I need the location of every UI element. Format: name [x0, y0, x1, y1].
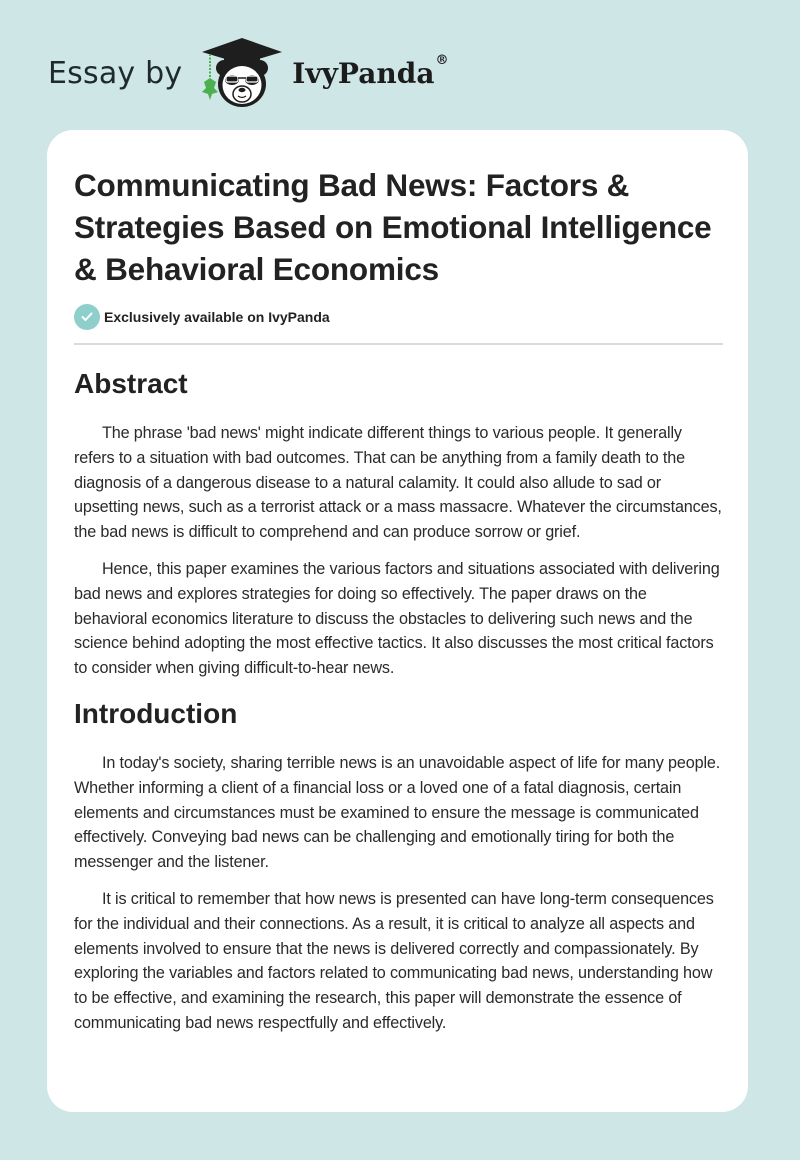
brand-name-text: IvyPanda — [292, 56, 435, 90]
essay-by-label: Essay by — [48, 55, 183, 91]
section-introduction — [74, 697, 722, 1036]
exclusive-badge — [74, 304, 722, 330]
panda-graduate-logo-icon[interactable] — [198, 36, 286, 110]
section-heading-abstract: Abstract — [74, 368, 188, 399]
check-circle-icon — [74, 304, 100, 330]
site-header — [48, 36, 448, 110]
title-divider — [74, 343, 723, 345]
registered-mark: ® — [435, 52, 449, 68]
introduction-paragraph-2: It is critical to remember that how news is presented can have long-term consequences for the individual and their connections. As a result, it is critical to analyze all aspects and elements involved to ensure that the news is delivered correctly and compassionately. By exploring the variables and factors related to communicating bad news, understanding how to be effective, and examining the research, this paper will demonstrate the essence of communicating bad news respectfully and effectively. — [74, 889, 714, 1032]
brand-name[interactable] — [292, 52, 449, 90]
section-abstract — [74, 367, 722, 681]
abstract-paragraph-2: Hence, this paper examines the various factors and situations associated with delivering bad news and explores strategies for doing so effectively. The paper draws on the behavioral economics literature to discuss the obstacles to delivering such news and the science behind adopting the most effective tactics. It also discusses the most critical factors to consider when giving difficult-to-hear news. — [74, 559, 720, 678]
exclusive-badge-text: Exclusively available on IvyPanda — [104, 309, 330, 325]
introduction-paragraph-1: In today's society, sharing terrible news is an unavoidable aspect of life for many people. Whether informing a client of a financial loss or a loved one of a fatal diagnosis, certain elements and circumstances must be examined to ensure the message is communicated effectively. Conveying bad news can be challenging and emotionally tiring for both the messenger and the listener. — [74, 753, 721, 872]
essay-card — [47, 130, 748, 1112]
section-heading-introduction: Introduction — [74, 697, 238, 729]
abstract-paragraph-1: The phrase 'bad news' might indicate different things to various people. It generally refers to a situation with bad outcomes. That can be anything from a family death to the diagnosis of a dangerous disease to a natural calamity. It could also allude to sad or upsetting news, such as a terrorist attack or a mass massacre. Whatever the circumstances, the bad news is difficult to comprehend and can produce sorrow or grief. — [74, 424, 722, 542]
essay-title: Communicating Bad News: Factors & Strategies Based on Emotional Intelligence & Behavioral Economics — [74, 167, 712, 287]
